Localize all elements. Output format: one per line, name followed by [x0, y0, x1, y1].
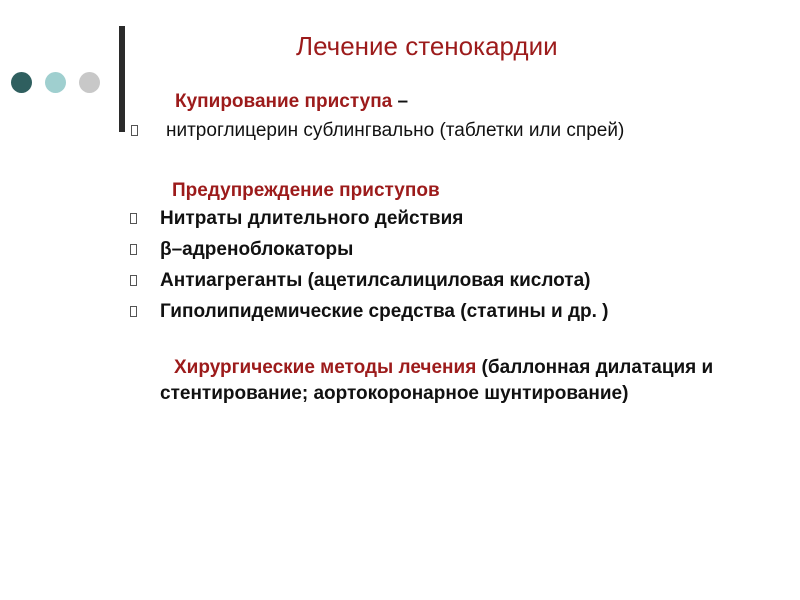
square-bullet-icon — [130, 244, 137, 255]
section3-paragraph — [160, 355, 750, 407]
section2-heading: Предупреждение приступов — [172, 180, 440, 201]
section3-text: (баллонная дилатация и стентирование; аортокоронарное шунтирование) — [160, 357, 714, 404]
square-bullet-icon — [130, 213, 137, 224]
section1-item: нитроглицерин сублингвально (таблетки или спрей) — [166, 120, 625, 141]
section1-heading-line — [175, 91, 408, 113]
section2-item: β–адреноблокаторы — [160, 239, 354, 260]
section2-item: Гиполипидемические средства (статины и др. ) — [160, 301, 609, 322]
section2-item: Нитраты длительного действия — [160, 208, 464, 229]
decorative-dot-icon — [79, 72, 100, 93]
section2-item: Антиагреганты (ацетилсалициловая кислота) — [160, 270, 591, 291]
decorative-dot-icon — [45, 72, 66, 93]
slide-title: Лечение стенокардии — [296, 31, 558, 61]
decorative-dot-icon — [11, 72, 32, 93]
vertical-divider — [119, 26, 125, 132]
section1-dash: – — [392, 91, 409, 112]
square-bullet-icon — [131, 125, 138, 136]
section3-heading: Хирургические методы лечения — [174, 357, 477, 378]
decorative-dots — [11, 72, 111, 94]
square-bullet-icon — [130, 275, 137, 286]
section1-heading: Купирование приступа — [175, 91, 393, 112]
square-bullet-icon — [130, 306, 137, 317]
